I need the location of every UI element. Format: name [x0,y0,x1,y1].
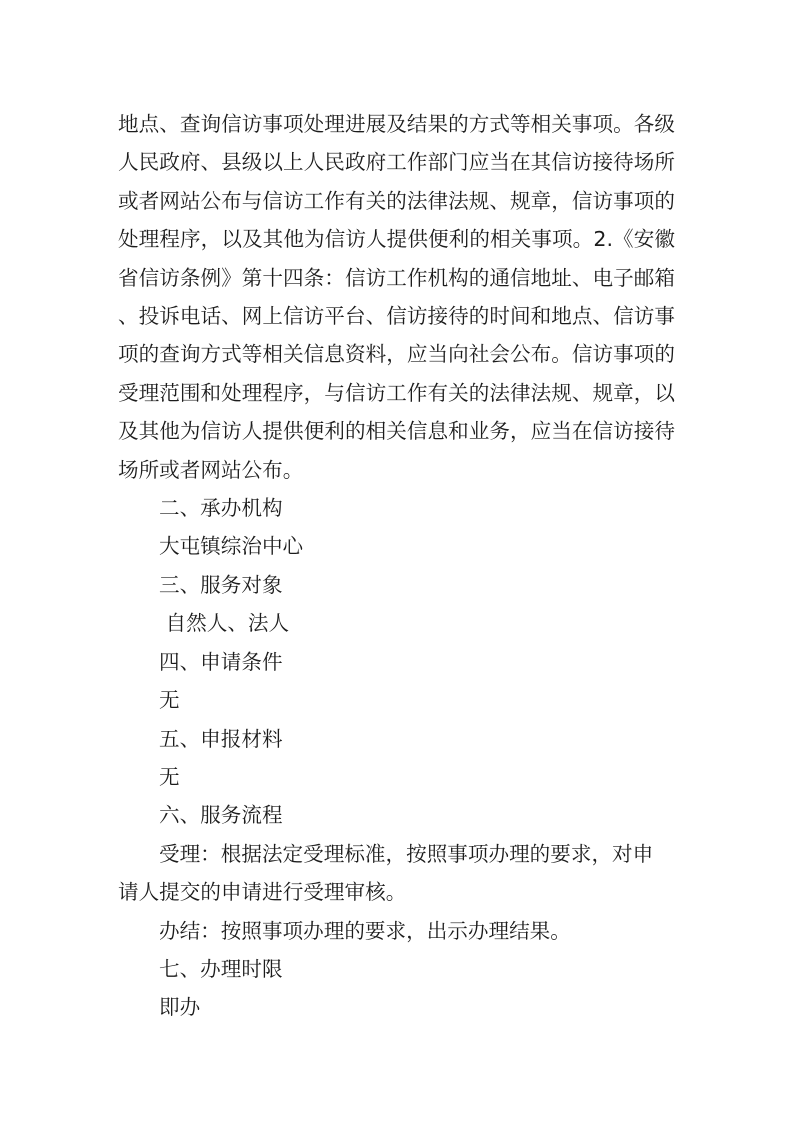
heading-undertaking-agency: 二、承办机构 [159,496,283,521]
para-legal-basis-line-8: 受理范围和处理程序，与信访工作有关的法律法规、规章，以 [118,380,675,405]
para-legal-basis-line-7: 项的查询方式等相关信息资料，应当向社会公布。信访事项的 [118,342,675,367]
text-application-conditions: 无 [159,688,180,713]
text-service-target: 自然人、法人 [159,611,290,636]
heading-application-conditions: 四、申请条件 [159,649,283,674]
text-service-process-acceptance-line-2: 请人提交的申请进行受理审核。 [118,880,407,905]
text-service-process-completion: 办结：按照事项办理的要求，出示办理结果。 [159,918,571,943]
heading-application-materials: 五、申报材料 [159,726,283,751]
para-legal-basis-line-2: 人民政府、县级以上人民政府工作部门应当在其信访接待场所 [118,150,675,175]
text-undertaking-agency: 大屯镇综治中心 [159,534,304,559]
text-service-process-acceptance-line-1: 受理：根据法定受理标准，按照事项办理的要求，对申 [159,841,654,866]
para-legal-basis-line-3: 或者网站公布与信访工作有关的法律法规、规章，信访事项的 [118,188,675,213]
para-legal-basis-line-6: 、投诉电话、网上信访平台、信访接待的时间和地点、信访事 [118,304,675,329]
para-legal-basis-line-9: 及其他为信访人提供便利的相关信息和业务，应当在信访接待 [118,419,675,444]
para-legal-basis-line-4: 处理程序，以及其他为信访人提供便利的相关事项。2.《安徽 [118,227,675,252]
text-application-materials: 无 [159,764,180,789]
heading-service-target: 三、服务对象 [159,572,283,597]
heading-service-process: 六、服务流程 [159,803,283,828]
para-legal-basis-line-1: 地点、查询信访事项处理进展及结果的方式等相关事项。各级 [118,112,675,136]
para-legal-basis-line-10: 场所或者网站公布。 [118,457,304,482]
text-processing-time-limit: 即办 [159,995,201,1020]
para-legal-basis-line-5: 省信访条例》第十四条：信访工作机构的通信地址、电子邮箱 [118,265,675,290]
document-text-block [118,105,675,1027]
heading-processing-time-limit: 七、办理时限 [159,956,283,981]
